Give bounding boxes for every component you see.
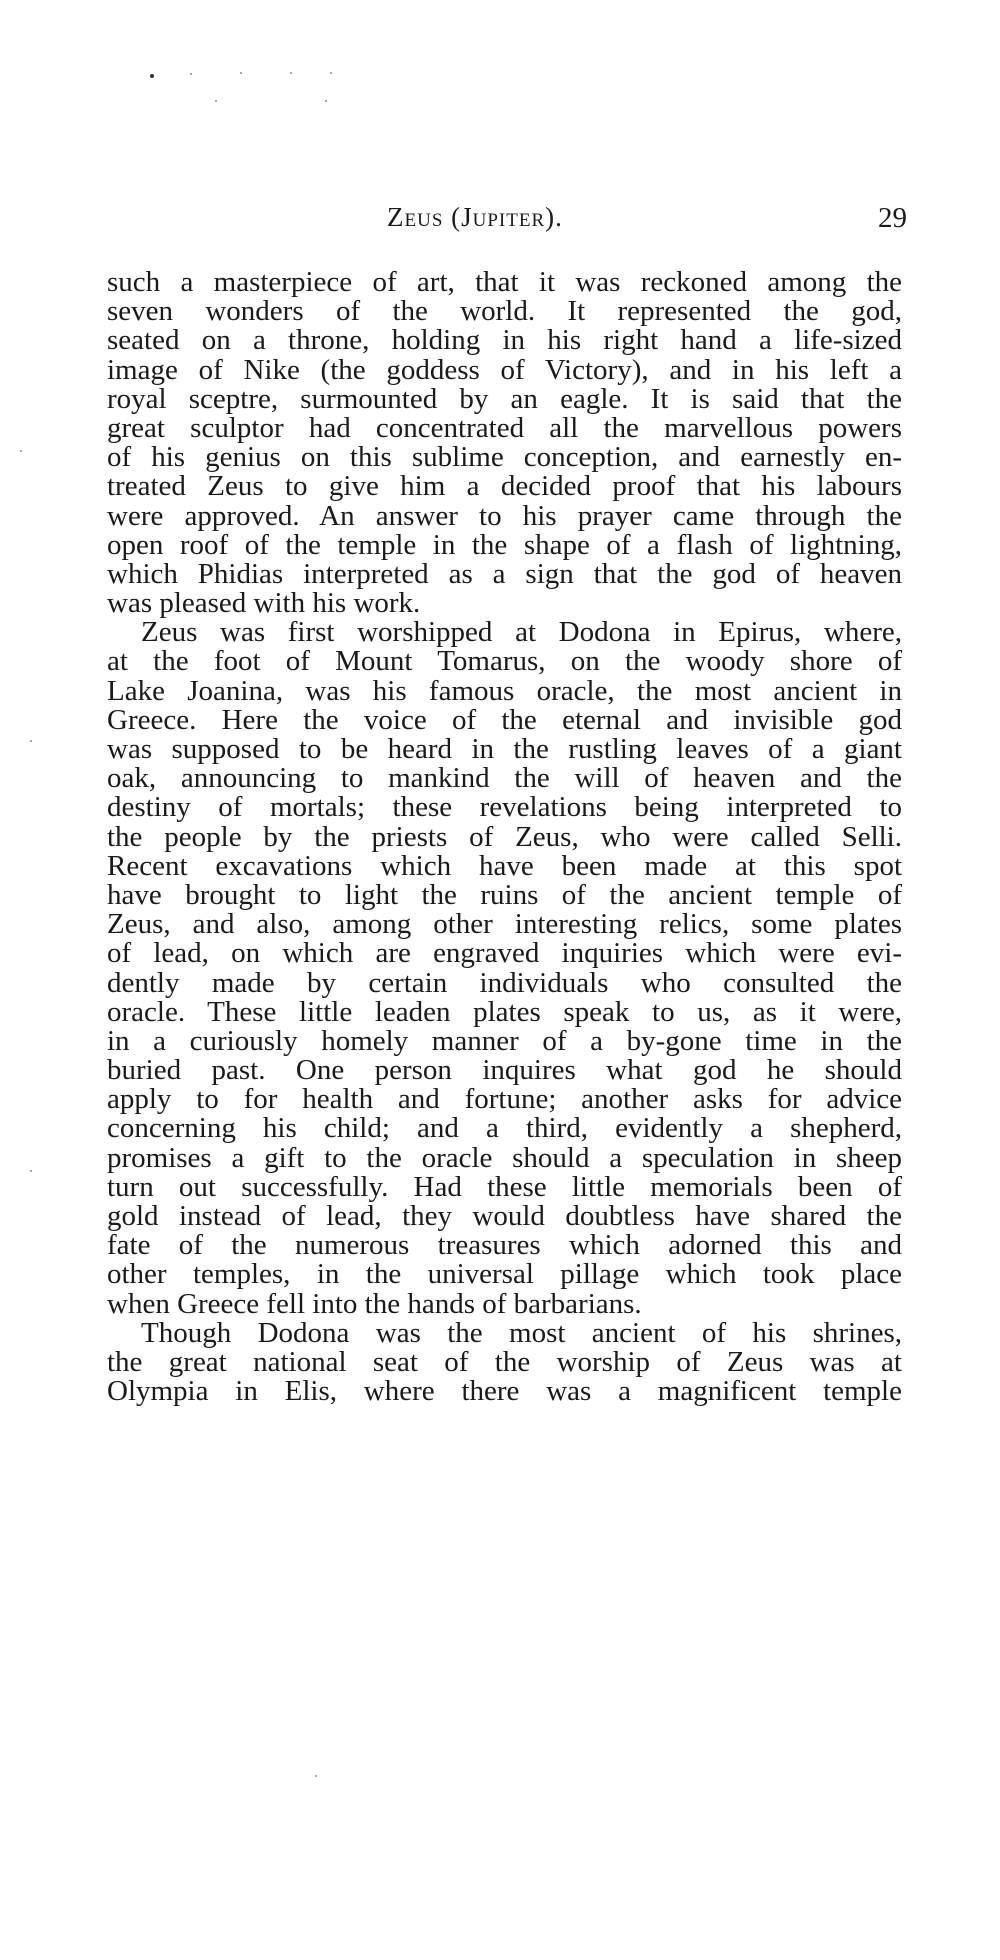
running-title: Zeus (Jupiter). <box>387 202 563 232</box>
text-line: great sculptor had concentrated all the marvellous powers <box>107 411 902 444</box>
scan-speck <box>290 72 292 74</box>
scan-speck <box>30 1170 32 1172</box>
scan-speck <box>330 72 332 74</box>
body-text <box>107 268 902 1406</box>
scan-speck <box>315 1775 317 1777</box>
scan-speck <box>20 450 22 452</box>
text-line: the people by the priests of Zeus, who were called Selli. <box>107 820 902 853</box>
text-line: the great national seat of the worship of Zeus was at <box>107 1345 902 1378</box>
page-header <box>107 202 907 242</box>
text-line: in a curiously homely manner of a by-gone time in the <box>107 1024 902 1057</box>
text-line: fate of the numerous treasures which adorned this and <box>107 1229 902 1262</box>
text-line: Greece. Here the voice of the eternal and invisible god <box>107 703 902 736</box>
text-line: when Greece fell into the hands of barbarians. <box>107 1287 642 1320</box>
text-line: Zeus, and also, among other interesting relics, some plates <box>107 908 902 941</box>
text-line: such a masterpiece of art, that it was reckoned among the <box>107 266 902 298</box>
text-line: were approved. An answer to his prayer came through the <box>107 499 902 532</box>
text-line: apply to for health and fortune; another asks for advice <box>107 1083 902 1116</box>
text-line: concerning his child; and a third, evidently a shepherd, <box>107 1112 902 1145</box>
text-line: buried past. One person inquires what god he should <box>107 1054 902 1087</box>
text-line: have brought to light the ruins of the ancient temple of <box>107 878 902 911</box>
text-line: of his genius on this sublime conception, and earnestly en- <box>107 441 902 474</box>
text-line: seven wonders of the world. It represented the god, <box>107 295 902 328</box>
paragraph <box>107 268 902 618</box>
text-line: Zeus was first worshipped at Dodona in Epirus, where, <box>141 616 902 649</box>
text-line: oak, announcing to mankind the will of heaven and the <box>107 762 902 795</box>
text-line: promises a gift to the oracle should a speculation in sheep <box>107 1141 902 1174</box>
text-line: of lead, on which are engraved inquiries which were evi- <box>107 937 902 970</box>
text-line: Olympia in Elis, where there was a magnificent temple <box>107 1375 902 1408</box>
text-line: was supposed to be heard in the rustling leaves of a giant <box>107 733 902 765</box>
text-line: destiny of mortals; these revelations being interpreted to <box>107 791 902 824</box>
scan-speck <box>150 74 154 78</box>
text-line: was pleased with his work. <box>107 587 421 620</box>
text-line: royal sceptre, surmounted by an eagle. It is said that the <box>107 382 902 415</box>
text-line: treated Zeus to give him a decided proof that his labours <box>107 470 902 503</box>
text-line: Though Dodona was the most ancient of his shrines, <box>141 1316 902 1349</box>
text-line: Lake Joanina, was his famous oracle, the most ancient in <box>107 674 902 707</box>
paragraph <box>107 1316 902 1408</box>
paragraph <box>107 618 902 1319</box>
text-line: turn out successfully. Had these little memorials been of <box>107 1170 902 1203</box>
text-line: image of Nike (the goddess of Victory), and in his left a <box>107 353 902 386</box>
scan-speck <box>325 100 327 102</box>
text-line: seated on a throne, holding in his right hand a life-sized <box>107 324 902 357</box>
text-line: other temples, in the universal pillage which took place <box>107 1258 902 1291</box>
scan-speck <box>215 100 217 102</box>
text-line: Recent excavations which have been made at this spot <box>107 849 902 882</box>
scan-speck <box>240 72 242 74</box>
page-number: 29 <box>878 202 907 234</box>
text-line: which Phidias interpreted as a sign that the god of heaven <box>107 557 902 590</box>
text-line: open roof of the temple in the shape of a flash of lightning, <box>107 528 902 561</box>
scan-speck <box>190 73 192 75</box>
text-line: at the foot of Mount Tomarus, on the woody shore of <box>107 645 902 678</box>
scan-speck <box>30 740 32 742</box>
text-line: oracle. These little leaden plates speak to us, as it were, <box>107 995 902 1028</box>
text-line: gold instead of lead, they would doubtless have shared the <box>107 1200 902 1232</box>
text-line: dently made by certain individuals who consulted the <box>107 966 902 999</box>
